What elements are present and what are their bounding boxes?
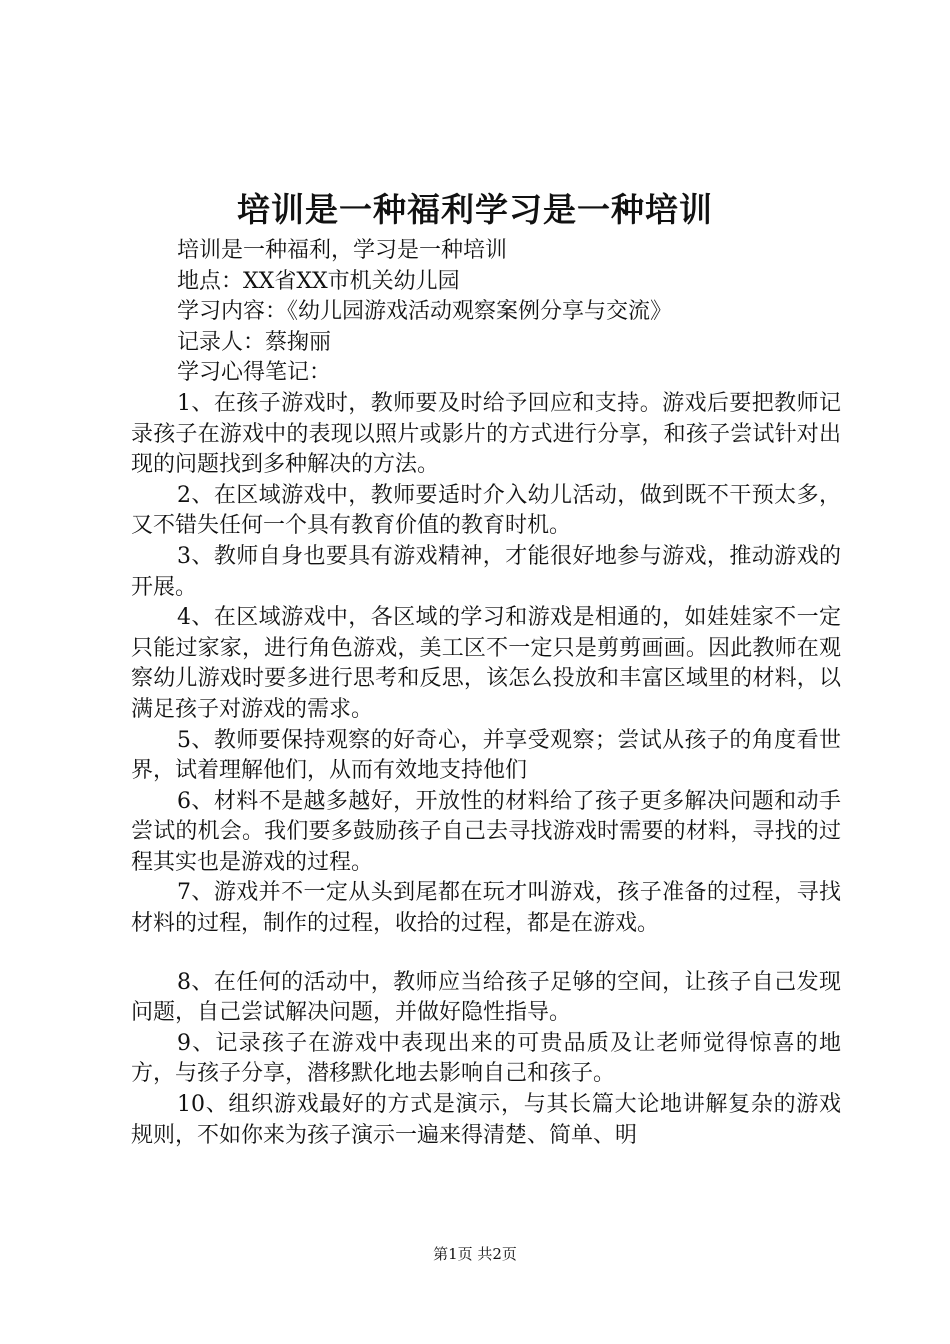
page-footer: 第1页 共2页: [433, 1245, 517, 1263]
paragraph-8: 8、在任何的活动中，教师应当给孩子足够的空间，让孩子自己发现问题，自己尝试解决问题，并做好隐性指导。: [131, 969, 841, 1026]
paragraph-6: 6、材料不是越多越好，开放性的材料给了孩子更多解决问题和动手尝试的机会。我们要多鼓励孩子自己去寻找游戏时需要的材料，寻找的过程其实也是游戏的过程。: [131, 788, 841, 875]
paragraph-10: 10、组织游戏最好的方式是演示，与其长篇大论地讲解复杂的游戏规则，不如你来为孩子演示一遍来得清楚、简单、明: [131, 1092, 841, 1148]
paragraph-gap: [131, 940, 841, 968]
paragraph-4: 4、在区域游戏中，各区域的学习和游戏是相通的，如娃娃家不一定只能过家家，进行角色游戏，美工区不一定只是剪剪画画。因此教师在观察幼儿游戏时要多进行思考和反思，该怎么投放和丰富区域里的材料，以满足孩子对游戏的需求。: [131, 605, 841, 722]
paragraph-9: 9、记录孩子在游戏中表现出来的可贵品质及让老师觉得惊喜的地方，与孩子分享，潜移默化地去影响自己和孩子。: [131, 1030, 841, 1087]
document-body: [131, 236, 841, 1151]
paragraph-3: 3、教师自身也要具有游戏精神，才能很好地参与游戏，推动游戏的开展。: [131, 543, 841, 600]
paragraph-7: 7、游戏并不一定从头到尾都在玩才叫游戏，孩子准备的过程，寻找材料的过程，制作的过程，收拾的过程，都是在游戏。: [131, 880, 841, 937]
location-line: 地点：XX省XX市机关幼儿园: [177, 268, 460, 294]
notes-heading: 学习心得笔记：: [177, 360, 332, 386]
paragraph-2: 2、在区域游戏中，教师要适时介入幼儿活动，做到既不干预太多，又不错失任何一个具有教育价值的教育时机。: [131, 482, 841, 539]
paragraph-5: 5、教师要保持观察的好奇心，并享受观察；尝试从孩子的角度看世界，试着理解他们，从而有效地支持他们: [131, 727, 841, 784]
recorder-line: 记录人：蔡掬丽: [177, 329, 332, 355]
document-title: 培训是一种福利学习是一种培训: [237, 190, 713, 229]
subtitle-line: 培训是一种福利，学习是一种培训: [177, 238, 508, 263]
study-content-line: 学习内容：《幼儿园游戏活动观察案例分享与交流》: [177, 299, 673, 325]
paragraph-1: 1、在孩子游戏时，教师要及时给予回应和支持。游戏后要把教师记录孩子在游戏中的表现以照片或影片的方式进行分享，和孩子尝试针对出现的问题找到多种解决的方法。: [131, 390, 841, 478]
